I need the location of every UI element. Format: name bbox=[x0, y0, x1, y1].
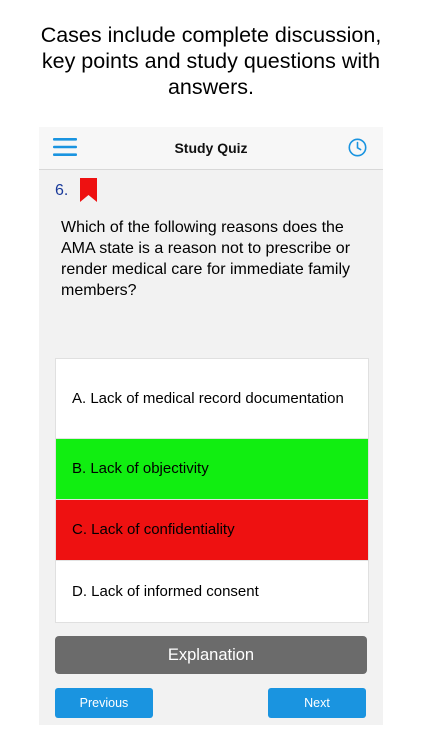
answer-label: A. Lack of medical record documentation bbox=[72, 389, 344, 407]
promo-caption bbox=[0, 22, 422, 100]
caption-line-3: answers. bbox=[167, 75, 255, 99]
answer-option-a[interactable] bbox=[56, 359, 368, 439]
device-screen bbox=[39, 127, 383, 725]
nav-title: Study Quiz bbox=[174, 140, 248, 156]
answer-option-d[interactable] bbox=[56, 561, 368, 622]
explanation-button[interactable]: Explanation bbox=[55, 636, 367, 674]
hamburger-menu-icon[interactable] bbox=[53, 137, 77, 157]
next-button[interactable]: Next bbox=[268, 688, 366, 718]
question-text: Which of the following reasons does the AMA state is a reason not to prescribe or render medical care for immediate family members? bbox=[61, 219, 351, 299]
clock-icon[interactable] bbox=[348, 138, 367, 157]
navigation-bar bbox=[39, 127, 383, 170]
answer-option-c[interactable] bbox=[56, 500, 368, 561]
answer-list bbox=[55, 358, 369, 623]
caption-line-2: key points and study questions with bbox=[41, 49, 381, 73]
answer-label: D. Lack of informed consent bbox=[72, 582, 259, 600]
answer-label: B. Lack of objectivity bbox=[72, 460, 209, 477]
question-number: 6. bbox=[55, 182, 69, 199]
previous-button[interactable]: Previous bbox=[55, 688, 153, 718]
answer-label: C. Lack of confidentiality bbox=[72, 521, 235, 538]
caption-line-1: Cases include complete discussion, bbox=[40, 23, 382, 47]
bookmark-icon[interactable] bbox=[80, 178, 97, 202]
answer-option-b[interactable] bbox=[56, 439, 368, 500]
